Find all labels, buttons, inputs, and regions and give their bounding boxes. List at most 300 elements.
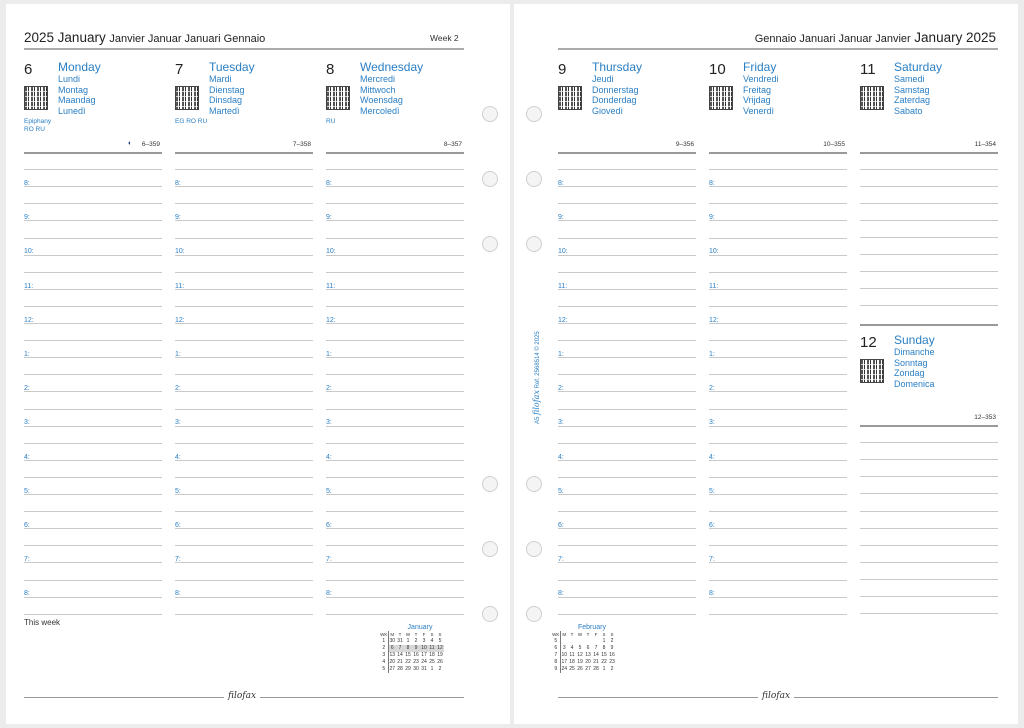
hour-label: 1: — [175, 351, 181, 358]
writing-line[interactable] — [860, 305, 998, 306]
qr-code-icon[interactable] — [709, 86, 733, 110]
writing-line[interactable] — [175, 203, 313, 204]
writing-line[interactable] — [558, 426, 696, 427]
writing-line[interactable] — [175, 306, 313, 307]
writing-line[interactable] — [860, 579, 998, 580]
qr-code-icon[interactable] — [175, 86, 199, 110]
day-name-translation: Samstag — [894, 84, 930, 95]
date-cell[interactable]: 29 — [405, 666, 411, 672]
writing-line[interactable] — [175, 426, 313, 427]
writing-line[interactable] — [24, 511, 162, 512]
hour-label: 1: — [24, 351, 30, 358]
date-cell[interactable]: 31 — [421, 666, 427, 672]
date-cell[interactable]: 2 — [414, 638, 418, 644]
writing-line[interactable] — [860, 186, 998, 187]
writing-line[interactable] — [709, 614, 847, 615]
date-cell[interactable]: 11 — [429, 645, 435, 651]
writing-line[interactable] — [558, 272, 696, 273]
date-cell[interactable]: 15 — [601, 652, 607, 658]
writing-line[interactable] — [175, 443, 313, 444]
date-cell[interactable]: 9 — [412, 645, 420, 652]
writing-line[interactable] — [175, 169, 313, 170]
writing-line[interactable] — [24, 289, 162, 290]
date-cell[interactable]: 31 — [397, 638, 403, 644]
binder-hole — [526, 476, 542, 492]
writing-line[interactable] — [558, 391, 696, 392]
date-cell[interactable]: 19 — [577, 659, 583, 665]
writing-line[interactable] — [860, 288, 998, 289]
day-number: 7 — [175, 61, 184, 78]
date-cell[interactable]: 12 — [577, 652, 583, 658]
date-cell[interactable]: 14 — [397, 652, 403, 658]
hour-label: 3: — [175, 419, 181, 427]
writing-line[interactable] — [326, 443, 464, 444]
day-name-translation: Mercredi — [360, 74, 396, 84]
writing-line[interactable] — [709, 409, 847, 410]
writing-line[interactable] — [24, 443, 162, 444]
date-cell[interactable]: 1 — [602, 638, 606, 644]
writing-line[interactable] — [24, 323, 162, 324]
hour-label: 1: — [709, 351, 715, 358]
qr-code-icon[interactable] — [558, 86, 582, 110]
writing-line[interactable] — [558, 357, 696, 358]
writing-line[interactable] — [709, 562, 847, 563]
writing-line[interactable] — [558, 169, 696, 170]
date-cell[interactable]: 16 — [413, 652, 419, 658]
writing-line[interactable] — [709, 289, 847, 290]
writing-line[interactable] — [558, 238, 696, 239]
writing-line[interactable] — [558, 255, 696, 256]
holiday-note: RO RU — [24, 126, 45, 133]
writing-line[interactable] — [24, 357, 162, 358]
writing-line[interactable] — [709, 323, 847, 324]
date-cell[interactable]: 18 — [429, 652, 435, 658]
writing-line[interactable] — [709, 203, 847, 204]
date-cell[interactable] — [592, 638, 600, 645]
week-number[interactable]: 7 — [552, 652, 560, 659]
writing-line[interactable] — [24, 374, 162, 375]
writing-line[interactable] — [326, 169, 464, 170]
date-cell[interactable]: 1 — [430, 666, 434, 672]
writing-line[interactable] — [326, 374, 464, 375]
date-cell[interactable]: 5 — [578, 645, 582, 651]
date-cell[interactable]: 20 — [389, 659, 396, 665]
hour-label: 8: — [558, 180, 564, 187]
mini-calendar-week — [380, 638, 444, 645]
writing-line[interactable] — [860, 493, 998, 494]
writing-line[interactable] — [326, 545, 464, 546]
spine-imprint — [532, 331, 541, 424]
day-name: Monday — [58, 60, 101, 74]
writing-line[interactable] — [24, 409, 162, 410]
writing-line[interactable] — [326, 528, 464, 529]
date-cell[interactable]: 7 — [396, 645, 404, 652]
writing-line[interactable] — [175, 597, 313, 598]
hour-label: 1: — [326, 351, 332, 358]
writing-line[interactable] — [24, 562, 162, 563]
writing-line[interactable] — [24, 238, 162, 239]
date-cell[interactable]: 9 — [610, 645, 614, 651]
date-cell[interactable]: 8 — [602, 645, 606, 651]
writing-line[interactable] — [175, 460, 313, 461]
writing-line[interactable] — [326, 562, 464, 563]
writing-line[interactable] — [558, 460, 696, 461]
writing-line[interactable] — [709, 374, 847, 375]
week-number[interactable]: 8 — [552, 659, 560, 666]
date-cell[interactable]: 25 — [429, 659, 435, 665]
writing-line[interactable] — [24, 494, 162, 495]
binder-hole — [482, 606, 498, 622]
hour-label: 9: — [709, 214, 715, 222]
date-cell[interactable]: 26 — [437, 659, 443, 665]
hour-label: 7: — [558, 556, 564, 564]
writing-line[interactable] — [860, 220, 998, 221]
date-cell[interactable]: 15 — [405, 652, 411, 658]
writing-line[interactable] — [709, 426, 847, 427]
date-cell[interactable]: 3 — [422, 638, 426, 644]
writing-line[interactable] — [326, 340, 464, 341]
writing-line[interactable] — [326, 614, 464, 615]
writing-line[interactable] — [175, 186, 313, 187]
writing-line[interactable] — [24, 203, 162, 204]
writing-line[interactable] — [175, 289, 313, 290]
date-cell[interactable]: 10 — [561, 652, 568, 658]
writing-line[interactable] — [175, 238, 313, 239]
qr-code-icon[interactable] — [860, 359, 884, 383]
sunday-separator — [860, 324, 998, 326]
date-cell[interactable]: 3 — [562, 645, 566, 651]
writing-line[interactable] — [860, 271, 998, 272]
header-year: 2025 — [24, 30, 55, 45]
hour-label: 11: — [558, 282, 568, 290]
hour-label: 12: — [709, 316, 719, 324]
date-cell[interactable] — [584, 638, 592, 645]
writing-line[interactable] — [175, 272, 313, 273]
hour-label: 1: — [558, 351, 564, 358]
writing-line[interactable] — [326, 426, 464, 427]
writing-line[interactable] — [709, 340, 847, 341]
writing-line[interactable] — [24, 306, 162, 307]
week-number[interactable]: 1 — [380, 638, 388, 645]
date-cell[interactable]: 23 — [413, 659, 419, 665]
writing-line[interactable] — [175, 528, 313, 529]
date-cell[interactable]: 21 — [397, 659, 403, 665]
writing-line[interactable] — [860, 511, 998, 512]
date-cell[interactable]: 6 — [586, 645, 590, 651]
week-number[interactable]: 5 — [380, 666, 388, 673]
writing-line[interactable] — [558, 545, 696, 546]
writing-line[interactable] — [709, 391, 847, 392]
writing-line[interactable] — [558, 409, 696, 410]
writing-line[interactable] — [175, 374, 313, 375]
writing-line[interactable] — [326, 238, 464, 239]
date-cell[interactable]: 22 — [601, 659, 607, 665]
writing-line[interactable] — [860, 442, 998, 443]
writing-line[interactable] — [175, 255, 313, 256]
date-cell[interactable]: 2 — [610, 638, 614, 644]
writing-line[interactable] — [326, 460, 464, 461]
writing-line[interactable] — [558, 614, 696, 615]
day-number: 12 — [860, 334, 877, 351]
mini-calendar-week — [380, 645, 444, 652]
day-name-translation: Sabato — [894, 105, 923, 116]
writing-line[interactable] — [709, 186, 847, 187]
writing-line[interactable] — [860, 528, 998, 529]
week-number[interactable]: 6 — [552, 645, 560, 652]
writing-line[interactable] — [175, 220, 313, 221]
writing-line[interactable] — [24, 169, 162, 170]
day-number: 10 — [709, 61, 726, 78]
writing-line[interactable] — [709, 545, 847, 546]
writing-line[interactable] — [175, 477, 313, 478]
writing-line[interactable] — [175, 409, 313, 410]
writing-line[interactable] — [860, 254, 998, 255]
writing-line[interactable] — [326, 477, 464, 478]
writing-line[interactable] — [175, 494, 313, 495]
week-number[interactable]: 5 — [552, 638, 560, 645]
writing-line[interactable] — [709, 169, 847, 170]
writing-line[interactable] — [175, 340, 313, 341]
hour-label: 5: — [175, 487, 181, 495]
date-cell[interactable]: 1 — [406, 638, 410, 644]
this-week-label: This week — [24, 618, 61, 627]
writing-line[interactable] — [558, 203, 696, 204]
date-cell[interactable]: 28 — [593, 666, 599, 672]
day-name-translation: Maandag — [58, 95, 96, 105]
hour-label: 4: — [709, 453, 715, 461]
hour-label: 6: — [326, 522, 332, 529]
writing-line[interactable] — [558, 306, 696, 307]
writing-line[interactable] — [326, 494, 464, 495]
writing-line[interactable] — [709, 238, 847, 239]
day-name-translation: Zaterdag — [894, 95, 931, 105]
weekday-label: W — [405, 632, 411, 637]
date-cell[interactable]: 10 — [421, 645, 427, 651]
writing-line[interactable] — [175, 511, 313, 512]
weekday-label: T — [570, 632, 574, 637]
writing-line[interactable] — [175, 323, 313, 324]
weekday-label: M — [390, 632, 395, 637]
date-cell[interactable]: 2 — [438, 666, 442, 672]
hour-label: 12: — [24, 316, 34, 324]
date-cell[interactable]: 25 — [569, 666, 575, 672]
writing-line[interactable] — [24, 272, 162, 273]
writing-line[interactable] — [709, 443, 847, 444]
binder-hole — [526, 171, 542, 187]
writing-line[interactable] — [326, 409, 464, 410]
week-number[interactable]: 2 — [380, 645, 388, 652]
hour-label: 5: — [326, 487, 332, 495]
mini-calendar-grid — [552, 631, 616, 673]
writing-line[interactable] — [860, 459, 998, 460]
date-cell[interactable]: 30 — [389, 638, 396, 644]
mini-calendar-header — [380, 631, 444, 638]
writing-line[interactable] — [558, 220, 696, 221]
writing-line[interactable] — [24, 426, 162, 427]
writing-line[interactable] — [860, 562, 998, 563]
date-cell[interactable]: 7 — [594, 645, 598, 651]
date-cell[interactable]: 27 — [389, 666, 396, 672]
writing-line[interactable] — [24, 460, 162, 461]
date-cell[interactable]: 4 — [570, 645, 574, 651]
writing-line[interactable] — [326, 511, 464, 512]
writing-line[interactable] — [175, 545, 313, 546]
writing-line[interactable] — [24, 255, 162, 256]
header-month: January — [57, 30, 106, 45]
writing-line[interactable] — [860, 613, 998, 614]
qr-code-icon[interactable] — [24, 86, 48, 110]
writing-line[interactable] — [558, 511, 696, 512]
writing-line[interactable] — [558, 443, 696, 444]
week-number[interactable]: 9 — [552, 666, 560, 673]
writing-line[interactable] — [709, 511, 847, 512]
writing-line[interactable] — [558, 494, 696, 495]
writing-line[interactable] — [326, 323, 464, 324]
date-cell[interactable]: 24 — [561, 666, 568, 672]
date-cell[interactable]: 12 — [437, 645, 443, 651]
hour-label: 11: — [175, 282, 185, 290]
qr-code-icon[interactable] — [860, 86, 884, 110]
writing-line[interactable] — [558, 562, 696, 563]
writing-line[interactable] — [558, 323, 696, 324]
writing-line[interactable] — [709, 477, 847, 478]
date-cell[interactable]: 13 — [389, 652, 396, 658]
mini-calendar-week — [380, 652, 444, 659]
date-cell[interactable]: 1 — [602, 666, 606, 672]
writing-line[interactable] — [24, 580, 162, 581]
spine-size: A5 — [535, 416, 541, 424]
writing-line[interactable] — [709, 528, 847, 529]
date-cell[interactable]: 14 — [593, 652, 599, 658]
date-cell[interactable]: 23 — [609, 659, 615, 665]
writing-line[interactable] — [860, 237, 998, 238]
date-cell[interactable]: 20 — [585, 659, 591, 665]
writing-line[interactable] — [175, 580, 313, 581]
writing-line[interactable] — [326, 272, 464, 273]
writing-line[interactable] — [709, 580, 847, 581]
hour-label: 12: — [326, 316, 336, 324]
week-number[interactable]: 4 — [380, 659, 388, 666]
writing-line[interactable] — [175, 357, 313, 358]
day-name: Wednesday — [360, 60, 424, 74]
writing-line[interactable] — [558, 186, 696, 187]
date-cell[interactable]: 26 — [577, 666, 583, 672]
date-cell[interactable]: 27 — [585, 666, 591, 672]
writing-line[interactable] — [709, 494, 847, 495]
writing-line[interactable] — [709, 597, 847, 598]
writing-line[interactable] — [326, 255, 464, 256]
date-cell[interactable] — [560, 638, 568, 645]
writing-line[interactable] — [24, 545, 162, 546]
hour-label: 10: — [326, 248, 336, 256]
writing-line[interactable] — [709, 306, 847, 307]
writing-line[interactable] — [175, 562, 313, 563]
date-cell[interactable]: 6 — [388, 645, 396, 652]
date-cell[interactable]: 30 — [413, 666, 419, 672]
date-cell[interactable] — [568, 638, 576, 645]
writing-line[interactable] — [860, 203, 998, 204]
hour-label: 11: — [326, 282, 336, 290]
date-cell[interactable]: 11 — [569, 652, 575, 658]
writing-line[interactable] — [24, 528, 162, 529]
writing-line[interactable] — [709, 357, 847, 358]
writing-line[interactable] — [860, 476, 998, 477]
writing-line[interactable] — [326, 391, 464, 392]
date-cell[interactable]: 19 — [437, 652, 443, 658]
writing-line[interactable] — [175, 614, 313, 615]
writing-line[interactable] — [558, 340, 696, 341]
writing-line[interactable] — [326, 306, 464, 307]
writing-line[interactable] — [558, 528, 696, 529]
weekday-label: M — [562, 632, 567, 637]
writing-line[interactable] — [709, 460, 847, 461]
date-cell[interactable]: 5 — [438, 638, 442, 644]
qr-code-icon[interactable] — [326, 86, 350, 110]
writing-line[interactable] — [558, 289, 696, 290]
writing-line[interactable] — [326, 203, 464, 204]
date-cell[interactable]: 16 — [609, 652, 615, 658]
hour-label: 8: — [24, 590, 30, 598]
writing-line[interactable] — [24, 186, 162, 187]
writing-line[interactable] — [709, 272, 847, 273]
writing-line[interactable] — [558, 597, 696, 598]
writing-line[interactable] — [709, 220, 847, 221]
day-name-translation: Giovedì — [592, 105, 624, 116]
date-cell[interactable]: 13 — [585, 652, 591, 658]
writing-line[interactable] — [24, 597, 162, 598]
writing-line[interactable] — [326, 220, 464, 221]
date-cell[interactable]: 21 — [593, 659, 599, 665]
date-cell[interactable] — [576, 638, 584, 645]
writing-line[interactable] — [175, 391, 313, 392]
binder-hole — [482, 476, 498, 492]
date-cell[interactable]: 28 — [397, 666, 403, 672]
writing-line[interactable] — [326, 186, 464, 187]
brand-logo: filofax — [224, 691, 260, 701]
week-number[interactable]: 3 — [380, 652, 388, 659]
writing-line[interactable] — [326, 580, 464, 581]
writing-line[interactable] — [326, 597, 464, 598]
binder-hole — [526, 606, 542, 622]
writing-line[interactable] — [24, 477, 162, 478]
date-cell[interactable]: 17 — [561, 659, 568, 665]
writing-line[interactable] — [326, 357, 464, 358]
writing-line[interactable] — [558, 477, 696, 478]
writing-line[interactable] — [558, 374, 696, 375]
writing-line[interactable] — [709, 255, 847, 256]
hour-label: 7: — [24, 556, 30, 564]
date-cell[interactable]: 24 — [421, 659, 427, 665]
date-cell[interactable]: 17 — [421, 652, 427, 658]
writing-line[interactable] — [558, 580, 696, 581]
writing-line[interactable] — [860, 169, 998, 170]
brand-logo: filofax — [758, 691, 794, 701]
writing-line[interactable] — [860, 596, 998, 597]
writing-line[interactable] — [24, 614, 162, 615]
day-name-translation: Montag — [58, 84, 89, 95]
writing-line[interactable] — [24, 220, 162, 221]
date-cell[interactable]: 22 — [405, 659, 411, 665]
writing-line[interactable] — [24, 391, 162, 392]
date-cell[interactable]: 2 — [610, 666, 614, 672]
writing-line[interactable] — [860, 545, 998, 546]
date-cell[interactable]: 18 — [569, 659, 575, 665]
writing-line[interactable] — [24, 340, 162, 341]
binder-hole — [526, 541, 542, 557]
writing-line[interactable] — [326, 289, 464, 290]
date-cell[interactable]: 4 — [430, 638, 434, 644]
date-cell[interactable]: 8 — [404, 645, 412, 652]
